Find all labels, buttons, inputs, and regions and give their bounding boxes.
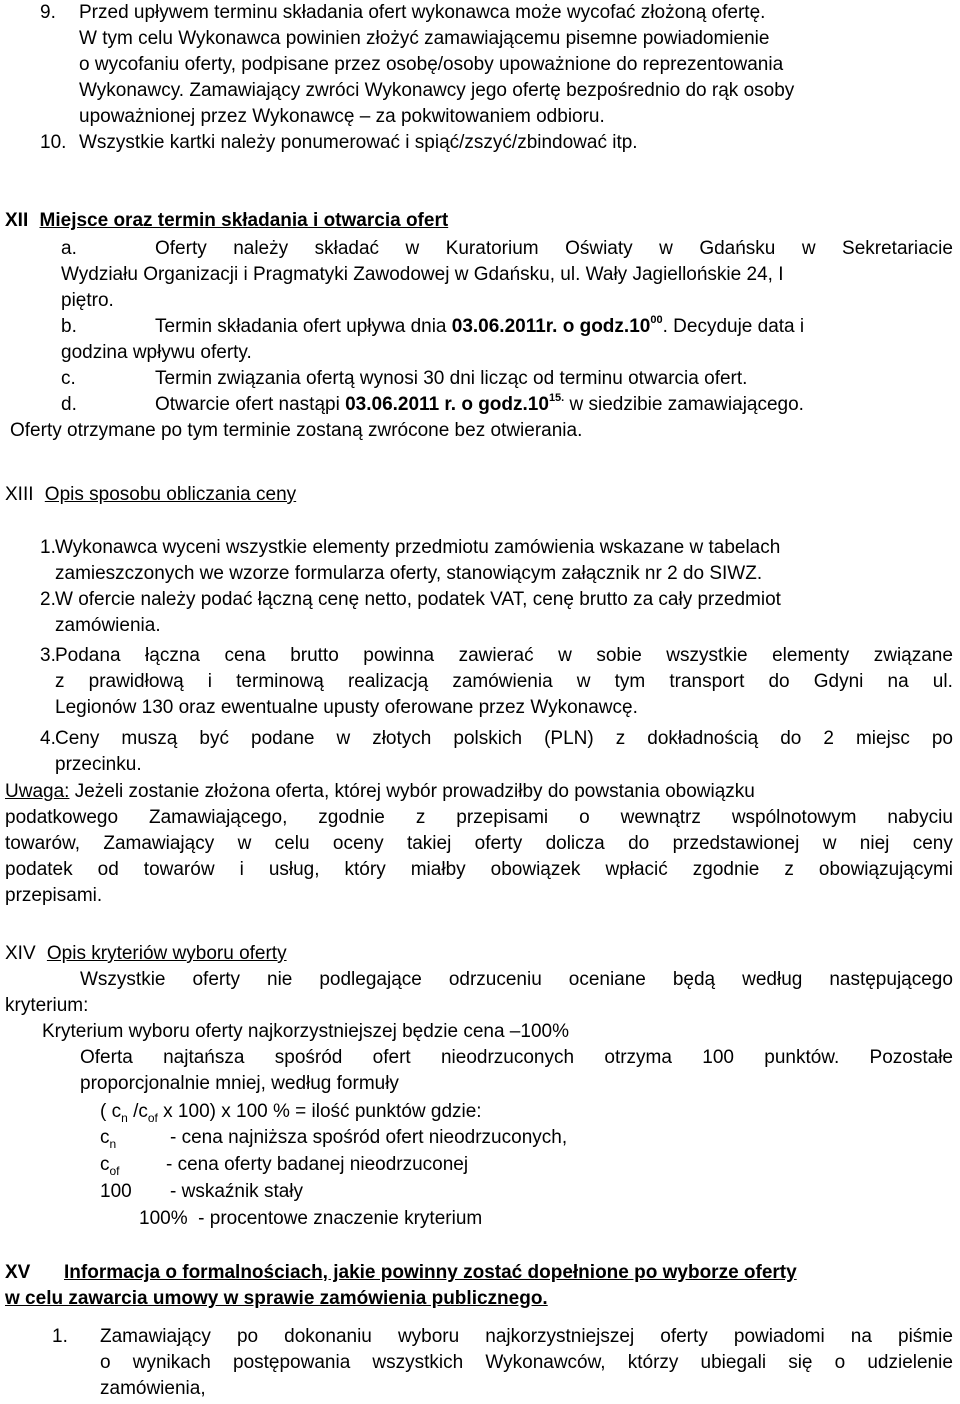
uwaga-line-5: przepisami. <box>5 885 103 906</box>
section-15-number: XV <box>5 1262 31 1283</box>
item-13-3-number: 3. <box>40 645 56 666</box>
section-14-intro-1: Wszystkie oferty nie podlegające odrzuceniu oceniane będą według następującego <box>80 969 953 990</box>
section-13-number: XIII <box>5 484 34 505</box>
item-13-3-line-1: Podana łączna cena brutto powinna zawierać w sobie wszystkie elementy związane <box>55 645 953 666</box>
item-d-post: w siedzibie zamawiającego. <box>564 394 804 415</box>
legend-cn-symbol: $c_n$ <box>100 1127 117 1151</box>
formula-rest: x 100) x 100 % = ilość punktów gdzie: <box>157 1101 482 1122</box>
legend-100-symbol: 100 <box>100 1181 132 1202</box>
item-15-1-line-3: zamówienia, <box>100 1378 206 1399</box>
item-9-line-2: W tym celu Wykonawca powinien złożyć zamawiającemu pisemne powiadomienie <box>79 28 770 49</box>
item-13-4-line-2: przecinku. <box>55 754 142 775</box>
item-c-letter: c. <box>61 368 76 389</box>
formula-sub-of: of <box>147 1110 158 1125</box>
legend-cn-desc: - cena najniższa spośród ofert nieodrzuconych, <box>170 1127 568 1148</box>
uwaga-label: Uwaga: <box>5 781 70 802</box>
item-d-date: 03.06.2011 r. o godz.10 <box>345 394 549 415</box>
item-d-time-sup: 15. <box>548 391 565 404</box>
formula <box>100 1099 482 1125</box>
item-13-2-line-1: W ofercie należy podać łączną cenę netto, podatek VAT, cenę brutto za cały przedmiot <box>55 589 781 610</box>
item-13-1-line-1: Wykonawca wyceni wszystkie elementy przedmiotu zamówienia wskazane w tabelach <box>55 537 781 558</box>
section-15-title-2: w celu zawarcia umowy w sprawie zamówienia publicznego. <box>5 1288 548 1309</box>
item-9-number: 9. <box>40 2 56 23</box>
formula-mid: /c <box>127 1101 148 1122</box>
item-13-2-line-2: zamówienia. <box>55 615 161 636</box>
item-a-line-3: piętro. <box>61 290 114 311</box>
section-13-title: Opis sposobu obliczania ceny <box>44 484 297 505</box>
item-b-date: 03.06.2011r. o godz.10 <box>451 316 651 337</box>
item-9-line-3: o wycofaniu oferty, podpisane przez osobę/osoby upoważnione do reprezentowania <box>79 54 784 75</box>
item-15-1-line-1: Zamawiający po dokonaniu wyboru najkorzystniejszej oferty powiadomi na piśmie <box>100 1326 953 1347</box>
section-14-number: XIV <box>5 943 36 964</box>
item-13-4-line-1: Ceny muszą być podane w złotych polskich (PLN) z dokładnością do 2 miejsc po <box>55 728 953 749</box>
section-14-title: Opis kryteriów wyboru oferty <box>46 943 287 964</box>
item-9-line-4: Wykonawcy. Zamawiający zwróci Wykonawcy jego ofertę bezpośrednio do rąk osoby <box>79 80 795 101</box>
section-12-title: Miejsce oraz termin składania i otwarcia ofert <box>39 210 449 231</box>
uwaga-text-1: Jeżeli zostanie złożona oferta, której wybór prowadziłby do powstania obowiązku <box>69 781 755 802</box>
item-b-pre: Termin składania ofert upływa dnia <box>155 316 452 337</box>
item-b-line-1 <box>155 314 804 340</box>
criterion-line: Kryterium wyboru oferty najkorzystniejszej będzie cena –100% <box>42 1021 569 1042</box>
legend-100-desc: - wskaźnik stały <box>170 1181 304 1202</box>
legend-cof-desc: - cena oferty badanej nieodrzuconej <box>166 1154 469 1175</box>
item-a-line-2: Wydziału Organizacji i Pragmatyki Zawodowej w Gdańsku, ul. Wały Jagiellońskie 24, I <box>61 264 784 285</box>
percent-line: 100% - procentowe znaczenie kryterium <box>139 1208 483 1229</box>
item-b-post: . Decyduje data i <box>662 316 805 337</box>
item-a-line-1: Oferty należy składać w Kuratorium Oświaty w Gdańsku w Sekretariacie <box>155 238 953 259</box>
item-13-4-number: 4. <box>40 728 56 749</box>
formula-sub-n: n <box>121 1110 128 1125</box>
item-10-text: Wszystkie kartki należy ponumerować i spiąć/zszyć/zbindować itp. <box>79 132 638 153</box>
section-12-heading <box>5 208 448 234</box>
formula-open: ( c <box>100 1101 122 1122</box>
legend-cof-symbol: $c_{of}$ <box>100 1154 120 1178</box>
uwaga-line-4: podatek od towarów i usług, który miałby obowiązek wpłacić zgodnie z obowiązującymi <box>5 859 953 880</box>
item-15-1-line-2: o wynikach postępowania wszystkich Wykonawców, którzy ubiegali się o udzielenie <box>100 1352 953 1373</box>
section-14-intro-2: kryterium: <box>5 995 89 1016</box>
section-12-note: Oferty otrzymane po tym terminie zostaną zwrócone bez otwierania. <box>10 420 583 441</box>
item-b-letter: b. <box>61 316 77 337</box>
item-15-1-number: 1. <box>52 1326 68 1347</box>
item-13-3-line-2: z prawidłową i terminową realizacją zamówienia w tym transport do Gdyni na ul. <box>55 671 953 692</box>
section-14-heading <box>5 941 287 967</box>
item-9-line-5: upoważnionej przez Wykonawcę – za pokwitowaniem odbioru. <box>79 106 605 127</box>
item-13-2-number: 2. <box>40 589 56 610</box>
item-9-line-1: Przed upływem terminu składania ofert wykonawca może wycofać złożoną ofertę. <box>79 2 766 23</box>
item-13-1-line-2: zamieszczonych we wzorze formularza oferty, stanowiącym załącznik nr 2 do SIWZ. <box>55 563 763 584</box>
item-a-letter: a. <box>61 238 77 259</box>
section-12-number: XII <box>5 210 29 231</box>
uwaga-line-1 <box>5 779 755 805</box>
item-b-time-sup: 00 <box>650 313 663 326</box>
item-b-line-2: godzina wpływu oferty. <box>61 342 252 363</box>
item-d-pre: Otwarcie ofert nastąpi <box>155 394 346 415</box>
uwaga-line-3: towarów, Zamawiający w celu oceny takiej oferty dolicza do przedstawionej w niej ceny <box>5 833 953 854</box>
section-15-title-1: Informacja o formalnościach, jakie powinny zostać dopełnione po wyborze oferty <box>64 1262 797 1283</box>
item-d-letter: d. <box>61 394 77 415</box>
criterion-desc-2: proporcjonalnie mniej, według formuły <box>80 1073 399 1094</box>
item-c-text: Termin związania ofertą wynosi 30 dni licząc od terminu otwarcia ofert. <box>155 368 748 389</box>
item-d-line <box>155 392 804 418</box>
uwaga-line-2: podatkowego Zamawiającego, zgodnie z przepisami o wewnątrz wspólnotowym nabyciu <box>5 807 953 828</box>
item-13-1-number: 1. <box>40 537 56 558</box>
criterion-desc-1: Oferta najtańsza spośród ofert nieodrzuconych otrzyma 100 punktów. Pozostałe <box>80 1047 953 1068</box>
item-10-number: 10. <box>40 132 67 153</box>
item-13-3-line-3: Legionów 130 oraz ewentualne upusty oferowane przez Wykonawcę. <box>55 697 638 718</box>
section-13-heading <box>5 482 296 508</box>
